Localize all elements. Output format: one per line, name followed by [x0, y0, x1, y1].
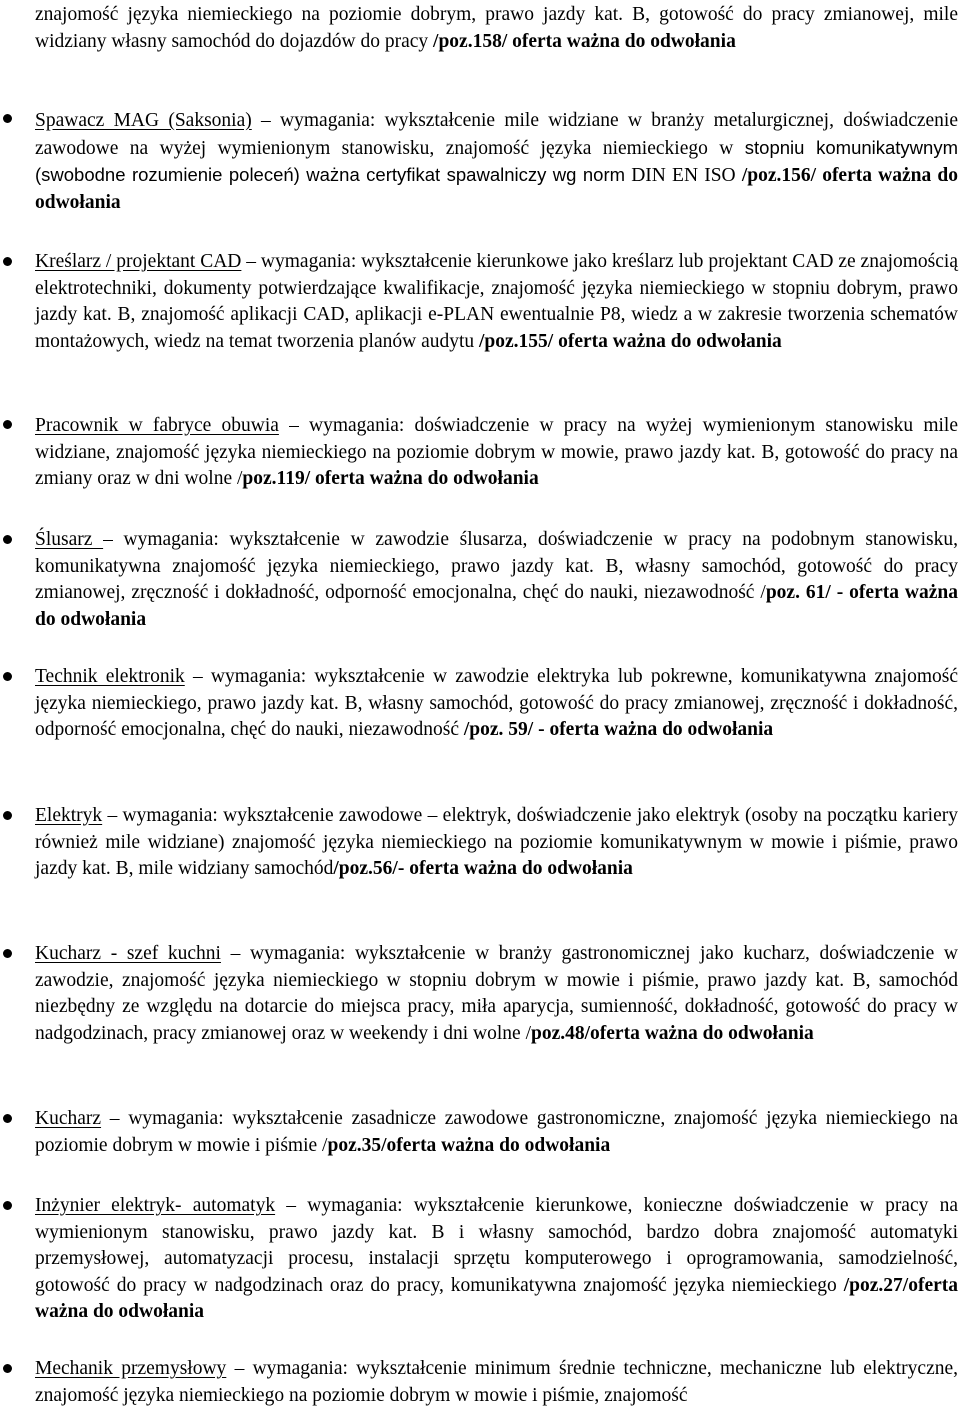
bullet-icon — [3, 114, 12, 123]
job-title[interactable]: Technik elektronik — [35, 666, 185, 687]
job-offer-technik-elektronik — [35, 664, 958, 744]
job-offer-pracownik-obuwia — [35, 413, 958, 493]
job-requirements: – wymagania: wykształcenie zasadnicze zawodowe gastronomiczne, znajomość języka niemieckiego na poziomie dobrym w mowie i piśmie / — [35, 1108, 958, 1156]
job-offer-spawacz — [35, 108, 958, 216]
job-requirements: – wymagania: wykształcenie kierunkowe, konieczne doświadczenie w pracy na wymienionym stanowisku, prawo jazdy kat. B i własny samochód, bardzo dobra znajomość automatyki przemysłowej, automatyzacji procesu, instalacji sprzętu komputerowego i oprogramowania, samodzielność, gotowość do pracy w nadgodzinach oraz do pracy, komunikatywna znajomość języka niemieckiego — [35, 1195, 958, 1296]
offer-reference: /poz.155/ oferta ważna do odwołania — [479, 330, 782, 352]
offer-reference: /poz.27/oferta ważna do odwołania — [35, 1274, 958, 1322]
intro-text: znajomość języka niemieckiego na poziomie dobrym, prawo jazdy kat. B, gotowość do pracy zmianowej, mile widziany własny samochód do dojazdów do pracy — [35, 4, 958, 52]
offer-reference: /poz. 59/ - oferta ważna do odwołania — [463, 719, 774, 740]
job-requirements: – wymagania: wykształcenie w branży gastronomicznej jako kucharz, doświadczenie w zawodzie, znajomość języka niemieckiego w stopniu dobrym w mowie i piśmie, prawo jazdy kat. B, samochód niezbędny ze względu na dotarcie do miejsca pracy, miła aparycja, sumienność, dokładność, gotowość do pracy w nadgodzinach, pracy zmianowej oraz w weekendy i dni wolne / — [35, 943, 959, 1044]
job-offer-inzynier-elektryk — [35, 1193, 958, 1326]
job-requirements: – wymagania: wykształcenie minimum średnie techniczne, mechaniczne lub elektryczne, znajomość języka niemieckiego na poziomie dobrym w mowie i piśmie, znajomość — [35, 1358, 958, 1406]
job-offer-elektryk — [35, 803, 958, 883]
offer-reference: poz.35/oferta ważna do odwołania — [327, 1134, 611, 1156]
bullet-icon — [3, 1114, 12, 1123]
offer-reference: /poz.56/- oferta ważna do odwołania — [333, 858, 633, 879]
job-requirements: – wymagania: wykształcenie w zawodzie elektryka lub pokrewne, komunikatywna znajomość języka niemieckiego, prawo jazdy kat. B, własny samochód, gotowość do pracy zmianowej, zręczność i dokładność, odporność emocjonalna, chęć do nauki, niezawodność — [35, 666, 958, 740]
job-offer-szef-kuchni — [35, 941, 958, 1047]
bullet-icon — [3, 257, 12, 266]
offer-reference: poz. 61/ - oferta ważna do odwołania — [35, 582, 959, 630]
job-requirements: – wymagania: doświadczenie w pracy na wyżej wymienionym stanowisku mile widziane, znajomość języka niemieckiego na poziomie dobrym w mowie, prawo jazdy kat. B, gotowość do pracy na zmiany oraz w dni wolne / — [35, 415, 959, 489]
offer-reference: /poz.156/ oferta ważna do odwołania — [35, 165, 959, 213]
job-title[interactable]: Mechanik przemysłowy — [35, 1358, 227, 1379]
job-title[interactable]: Elektryk — [35, 805, 103, 826]
job-requirements: – wymagania: wykształcenie kierunkowe jako kreślarz lub projektant CAD ze znajomością elektrotechniki, dokumenty potwierdzające kwalifikacje, znajomość języka niemieckiego w stopniu dobrym, prawo jazdy kat. B, znajomość aplikacji CAD, aplikacji e-PLAN ewentualnie P8, wiedz a w zakresie tworzenia schematów montażowych, wiedz na temat tworzenia planów audytu — [35, 251, 959, 352]
bullet-icon — [3, 1364, 12, 1373]
job-requirements-norm: DIN EN ISO — [625, 165, 742, 186]
job-title[interactable]: Spawacz MAG (Saksonia) — [35, 110, 252, 131]
job-title[interactable]: Kreślarz / projektant CAD — [35, 251, 242, 272]
job-title[interactable]: Kucharz - szef kuchni — [35, 943, 221, 964]
offer-reference: poz.48/oferta ważna do odwołania — [530, 1022, 814, 1044]
bullet-icon — [3, 672, 12, 681]
job-offer-mechanik-przemyslowy — [35, 1356, 958, 1409]
bullet-icon — [3, 1201, 12, 1210]
bullet-icon — [3, 811, 12, 820]
job-offer-kreslarz — [35, 249, 958, 355]
job-requirements: – wymagania: wykształcenie w zawodzie ślusarza, doświadczenie w pracy na podobnym stanowisku, komunikatywna znajomość języka niemieckiego, prawo jazdy kat. B, własny samochód, gotowość do pracy zmianowej, zręczność i dokładność, odporność emocjonalna, chęć do nauki, niezawodność / — [35, 529, 959, 603]
job-title[interactable]: Inżynier elektryk- automatyk — [35, 1195, 276, 1216]
offer-reference: poz.119/ oferta ważna do odwołania — [242, 468, 539, 489]
job-offer-slusarz — [35, 527, 958, 633]
job-title[interactable]: Pracownik w fabryce obuwia — [35, 415, 279, 436]
job-requirements-extra: stopniu komunikatywnym (swobodne rozumienie poleceń) ważna certyfikat spawalniczy wg norm — [35, 136, 958, 185]
intro-offer-reference: /poz.158/ oferta ważna do odwołania — [433, 30, 736, 52]
job-requirements: – wymagania: wykształcenie zawodowe – elektryk, doświadczenie jako elektryk (osoby na początku kariery również mile widziane) znajomość języka niemieckiego na poziomie komunikatywnym w mowie i piśmie, prawo jazdy kat. B, mile widziany samochód — [35, 805, 958, 879]
job-title[interactable]: Ślusarz — [35, 529, 104, 550]
bullet-icon — [3, 949, 12, 958]
job-offer-kucharz — [35, 1106, 958, 1159]
intro-paragraph — [35, 2, 958, 55]
bullet-icon — [3, 535, 12, 544]
job-title[interactable]: Kucharz — [35, 1108, 102, 1129]
job-requirements: – wymagania: wykształcenie mile widziane w branży metalurgicznej, doświadczenie zawodowe na wyżej wymienionym stanowisku, znajomość języka niemieckiego w — [35, 110, 959, 159]
bullet-icon — [3, 420, 12, 429]
